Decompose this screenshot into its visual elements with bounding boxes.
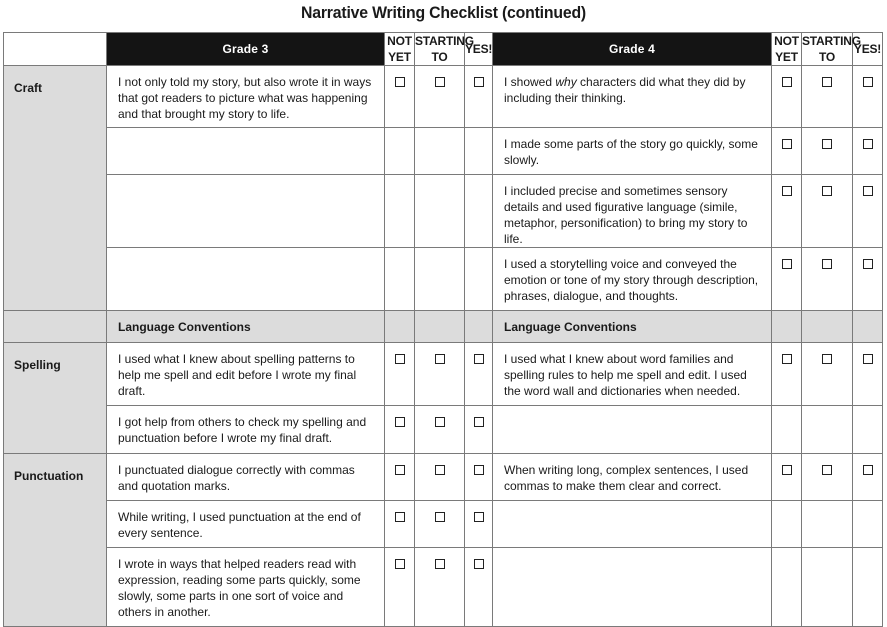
grade4-language-conventions: Language Conventions: [493, 311, 772, 343]
not-yet-cell[interactable]: [772, 248, 802, 311]
grade4-not-yet-header: [772, 33, 802, 66]
empty-cell: [493, 501, 772, 548]
checkbox-icon[interactable]: [474, 559, 484, 569]
empty-cell: [107, 175, 385, 248]
checkbox-icon[interactable]: [474, 512, 484, 522]
empty-cell: [772, 548, 802, 627]
yes-cell[interactable]: [465, 454, 493, 501]
starting-label-1: STARTING: [802, 34, 861, 48]
shaded-cell: [853, 311, 883, 343]
yes-cell[interactable]: [853, 248, 883, 311]
not-yet-cell[interactable]: [385, 454, 415, 501]
checkbox-icon[interactable]: [863, 354, 873, 364]
not-yet-label-2: YET: [388, 50, 411, 64]
grade3-punctuation-item-1: I punctuated dialogue correctly with commas and quotation marks.: [107, 454, 385, 501]
checkbox-icon[interactable]: [474, 77, 484, 87]
checkbox-icon[interactable]: [782, 354, 792, 364]
yes-cell[interactable]: [853, 175, 883, 248]
checkbox-icon[interactable]: [822, 259, 832, 269]
empty-cell: [493, 406, 772, 454]
yes-cell[interactable]: [465, 406, 493, 454]
checkbox-icon[interactable]: [863, 186, 873, 196]
grade3-craft-item-1: I not only told my story, but also wrote it in ways that got readers to picture what was happening and that brought my story to life.: [107, 66, 385, 128]
grade4-punctuation-item-1: When writing long, complex sentences, I used commas to make them clear and correct.: [493, 454, 772, 501]
starting-label-2: TO: [818, 50, 836, 64]
grade3-starting-to-header: [415, 33, 474, 66]
not-yet-cell[interactable]: [772, 454, 802, 501]
item-text: characters did what they did by including their thinking.: [504, 75, 746, 105]
checkbox-icon[interactable]: [782, 139, 792, 149]
table-row: [4, 406, 883, 454]
table-row: [4, 128, 883, 175]
yes-cell[interactable]: [853, 454, 883, 501]
not-yet-cell[interactable]: [772, 66, 802, 128]
section-punctuation: Punctuation: [4, 454, 107, 627]
starting-to-cell[interactable]: [415, 66, 465, 128]
checkbox-icon[interactable]: [395, 512, 405, 522]
starting-label-1: STARTING: [415, 34, 474, 48]
not-yet-cell[interactable]: [772, 128, 802, 175]
grade3-spelling-item-1: I used what I knew about spelling patterns to help me spell and edit before I wrote my final draft.: [107, 343, 385, 406]
not-yet-cell[interactable]: [385, 343, 415, 406]
checkbox-icon[interactable]: [782, 77, 792, 87]
page-title: Narrative Writing Checklist (continued): [301, 3, 586, 22]
empty-cell: [415, 175, 465, 248]
empty-cell: [465, 128, 493, 175]
section-blank: [4, 311, 107, 343]
checkbox-icon[interactable]: [822, 186, 832, 196]
checkbox-icon[interactable]: [863, 259, 873, 269]
yes-cell[interactable]: [465, 501, 493, 548]
grade3-spelling-item-2: I got help from others to check my spelling and punctuation before I wrote my final draft.: [107, 406, 385, 454]
item-text: I showed: [504, 75, 556, 89]
checkbox-icon[interactable]: [395, 354, 405, 364]
starting-to-cell[interactable]: [802, 128, 853, 175]
empty-cell: [465, 248, 493, 311]
empty-cell: [107, 248, 385, 311]
empty-cell: [465, 175, 493, 248]
starting-to-cell[interactable]: [415, 548, 465, 627]
empty-cell: [802, 406, 853, 454]
checkbox-icon[interactable]: [395, 559, 405, 569]
grade4-starting-to-header: [802, 33, 861, 66]
empty-cell: [415, 248, 465, 311]
not-yet-cell[interactable]: [772, 175, 802, 248]
shaded-cell: [385, 311, 415, 343]
starting-to-cell[interactable]: [802, 343, 853, 406]
not-yet-cell[interactable]: [385, 406, 415, 454]
checkbox-icon[interactable]: [435, 354, 445, 364]
section-spelling: Spelling: [4, 343, 107, 454]
not-yet-label-2: YET: [775, 50, 798, 64]
empty-cell: [853, 406, 883, 454]
shaded-cell: [772, 311, 802, 343]
table-row: [4, 454, 883, 501]
grade3-punctuation-item-2: While writing, I used punctuation at the end of every sentence.: [107, 501, 385, 548]
checkbox-icon[interactable]: [822, 465, 832, 475]
yes-label: YES!: [853, 42, 882, 56]
checkbox-icon[interactable]: [395, 77, 405, 87]
empty-cell: [385, 248, 415, 311]
empty-cell: [802, 548, 853, 627]
shaded-cell: [415, 311, 465, 343]
grade4-craft-item-4: I used a storytelling voice and conveyed the emotion or tone of my story through description, phrases, dialogue, and thoughts.: [493, 248, 772, 311]
grade3-punctuation-item-3: I wrote in ways that helped readers read with expression, reading some parts quickly, some slowly, some parts in one sort of voice and others in another.: [107, 548, 385, 627]
shaded-cell: [465, 311, 493, 343]
empty-cell: [802, 501, 853, 548]
language-conventions-row: [4, 311, 883, 343]
checkbox-icon[interactable]: [435, 465, 445, 475]
starting-label-2: TO: [431, 50, 448, 64]
not-yet-cell[interactable]: [385, 66, 415, 128]
yes-cell[interactable]: [853, 66, 883, 128]
checkbox-icon[interactable]: [474, 354, 484, 364]
empty-cell: [415, 128, 465, 175]
checkbox-icon[interactable]: [822, 77, 832, 87]
grade4-craft-item-1: [493, 66, 772, 128]
table-row: [4, 248, 883, 311]
section-craft: Craft: [4, 66, 107, 311]
table-row: [4, 548, 883, 627]
empty-cell: [493, 548, 772, 627]
starting-to-cell[interactable]: [802, 248, 853, 311]
grade4-craft-item-2: I made some parts of the story go quickly, some slowly.: [493, 128, 772, 175]
checkbox-icon[interactable]: [863, 139, 873, 149]
table-row: [4, 66, 883, 128]
checkbox-icon[interactable]: [782, 465, 792, 475]
checkbox-icon[interactable]: [435, 559, 445, 569]
checkbox-icon[interactable]: [395, 465, 405, 475]
grade4-spelling-item-1: I used what I knew about word families and spelling rules to help me spell and edit. I used the word wall and dictionaries when needed.: [493, 343, 772, 406]
starting-to-cell[interactable]: [415, 343, 465, 406]
starting-to-cell[interactable]: [415, 454, 465, 501]
empty-cell: [385, 128, 415, 175]
starting-to-cell[interactable]: [415, 406, 465, 454]
not-yet-label-1: NOT: [774, 34, 799, 48]
checkbox-icon[interactable]: [782, 186, 792, 196]
starting-to-cell[interactable]: [802, 66, 853, 128]
grade3-language-conventions: Language Conventions: [107, 311, 385, 343]
checkbox-icon[interactable]: [822, 354, 832, 364]
checkbox-icon[interactable]: [863, 465, 873, 475]
checkbox-icon[interactable]: [863, 77, 873, 87]
shaded-cell: [802, 311, 853, 343]
yes-cell[interactable]: [853, 343, 883, 406]
yes-cell[interactable]: [853, 128, 883, 175]
header-blank-cell: [4, 33, 107, 66]
grade4-header: Grade 4: [493, 33, 772, 66]
grade3-not-yet-header: [385, 33, 415, 66]
table-row: [4, 343, 883, 406]
checkbox-icon[interactable]: [474, 417, 484, 427]
checkbox-icon[interactable]: [474, 465, 484, 475]
checkbox-icon[interactable]: [435, 417, 445, 427]
item-emphasis: why: [555, 75, 577, 89]
not-yet-cell[interactable]: [772, 343, 802, 406]
empty-cell: [385, 175, 415, 248]
checkbox-icon[interactable]: [395, 417, 405, 427]
yes-cell[interactable]: [465, 343, 493, 406]
table-row: [4, 501, 883, 548]
empty-cell: [853, 548, 883, 627]
yes-cell[interactable]: [465, 66, 493, 128]
empty-cell: [853, 501, 883, 548]
starting-to-cell[interactable]: [415, 501, 465, 548]
yes-cell[interactable]: [465, 548, 493, 627]
empty-cell: [772, 501, 802, 548]
checkbox-icon[interactable]: [435, 77, 445, 87]
not-yet-cell[interactable]: [385, 548, 415, 627]
grade3-header: Grade 3: [107, 33, 385, 66]
checkbox-icon[interactable]: [782, 259, 792, 269]
table-row: [4, 175, 883, 248]
checkbox-icon[interactable]: [435, 512, 445, 522]
header-row: [4, 33, 883, 66]
starting-to-cell[interactable]: [802, 175, 853, 248]
empty-cell: [772, 406, 802, 454]
not-yet-cell[interactable]: [385, 501, 415, 548]
empty-cell: [107, 128, 385, 175]
starting-to-cell[interactable]: [802, 454, 853, 501]
checklist-table: [3, 32, 883, 627]
not-yet-label-1: NOT: [387, 34, 412, 48]
checkbox-icon[interactable]: [822, 139, 832, 149]
grade4-craft-item-3: I included precise and sometimes sensory details and used figurative language (simile, metaphor, personification) to bring my story to life.: [493, 175, 772, 248]
yes-label: YES!: [465, 42, 493, 56]
